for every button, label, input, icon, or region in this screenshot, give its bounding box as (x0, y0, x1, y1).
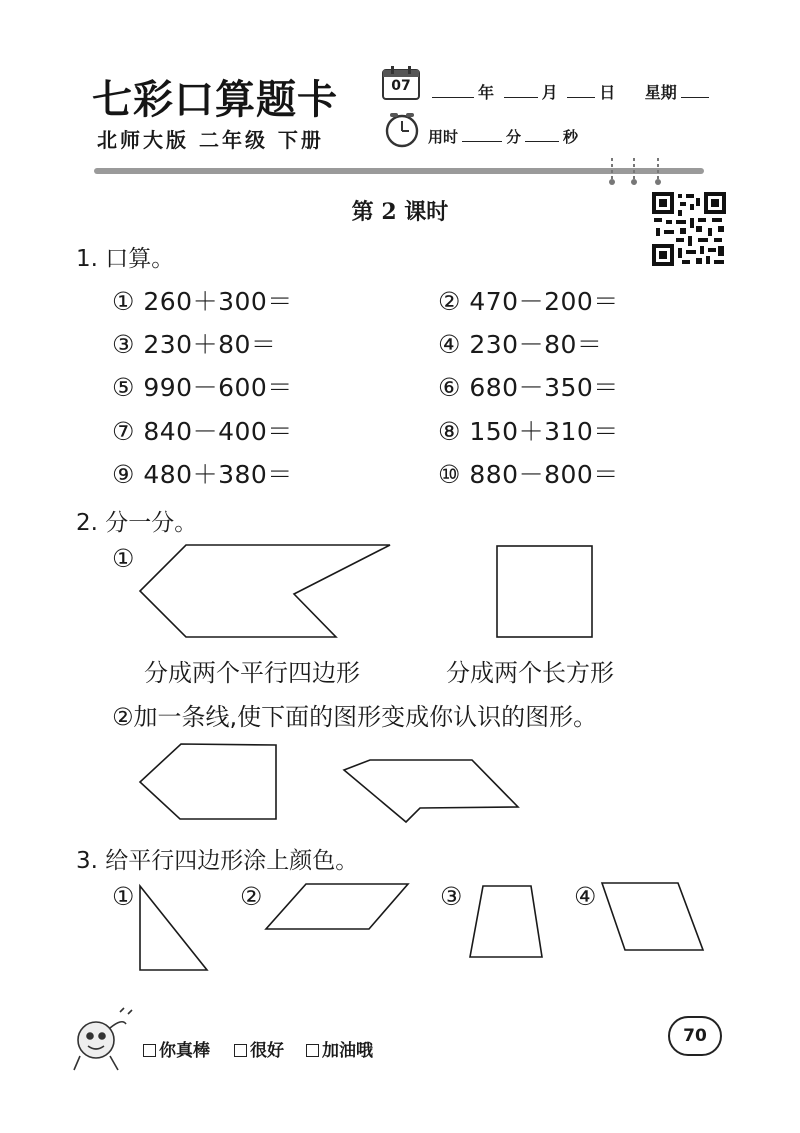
pentagon-shape[interactable] (140, 744, 276, 819)
checkbox-good[interactable] (234, 1044, 247, 1057)
page-number: 70 (683, 1026, 707, 1046)
choice-good[interactable] (234, 1036, 284, 1061)
choice-great-label: 你真棒 (159, 1041, 210, 1061)
choice-keep-going[interactable] (306, 1036, 373, 1061)
problem-4: ④ 230－80＝ (438, 330, 603, 359)
section3-marker-4: ④ (574, 882, 597, 911)
section3-marker-1: ① (112, 882, 135, 911)
section1-title: 1. 口算。 (76, 246, 175, 272)
day-label: 日 (599, 83, 616, 102)
lesson-title: 第 2 课时 (351, 199, 449, 225)
problem-7: ⑦ 840－400＝ (112, 417, 293, 446)
caption-two-rectangles: 分成两个长方形 (446, 659, 614, 687)
choice-great[interactable] (143, 1036, 210, 1061)
problem-5: ⑤ 990－600＝ (112, 373, 293, 402)
trapezoid-shape[interactable] (470, 886, 542, 957)
irregular-pentagon-shape[interactable] (344, 760, 518, 822)
checkbox-great[interactable] (143, 1044, 156, 1057)
problem-6: ⑥ 680－350＝ (438, 373, 619, 402)
section2-title: 2. 分一分。 (76, 510, 198, 536)
section2-part1-marker: ① (112, 544, 135, 573)
year-label: 年 (478, 83, 495, 102)
month-label: 月 (541, 83, 558, 102)
rhombus-shape[interactable] (602, 883, 703, 950)
mascot-icon (70, 1004, 136, 1074)
section3-marker-2: ② (240, 882, 263, 911)
checkbox-keep-going[interactable] (306, 1044, 319, 1057)
section3-marker-3: ③ (440, 882, 463, 911)
section2-part2-instruction: ②加一条线,使下面的图形变成你认识的图形。 (112, 703, 598, 731)
problem-3: ③ 230＋80＝ (112, 330, 277, 359)
problem-10: ⑩ 880－800＝ (438, 460, 619, 489)
choice-keep-going-label: 加油哦 (322, 1041, 373, 1061)
chevron-shape[interactable] (140, 545, 390, 637)
problem-2: ② 470－200＝ (438, 287, 619, 316)
problem-8: ⑧ 150＋310＝ (438, 417, 619, 446)
minutes-label: 分 (506, 128, 522, 146)
brand-title: 七彩口算题卡 (92, 76, 338, 123)
calendar-day: 07 (391, 78, 411, 94)
edition-label: 北师大版 二年级 下册 (97, 128, 324, 152)
rectangle-shape[interactable] (497, 546, 592, 637)
weekday-label: 星期 (644, 83, 677, 102)
page-number-badge (668, 1016, 722, 1056)
problem-9: ⑨ 480＋380＝ (112, 460, 293, 489)
time-used-label: 用时 (428, 128, 459, 146)
choice-good-label: 很好 (250, 1041, 284, 1061)
section3-title: 3. 给平行四边形涂上颜色。 (76, 848, 359, 874)
triangle-shape[interactable] (140, 886, 207, 970)
problem-1: ① 260＋300＝ (112, 287, 293, 316)
caption-two-parallelograms: 分成两个平行四边形 (144, 659, 360, 687)
seconds-label: 秒 (563, 128, 579, 146)
parallelogram-shape[interactable] (266, 884, 408, 929)
